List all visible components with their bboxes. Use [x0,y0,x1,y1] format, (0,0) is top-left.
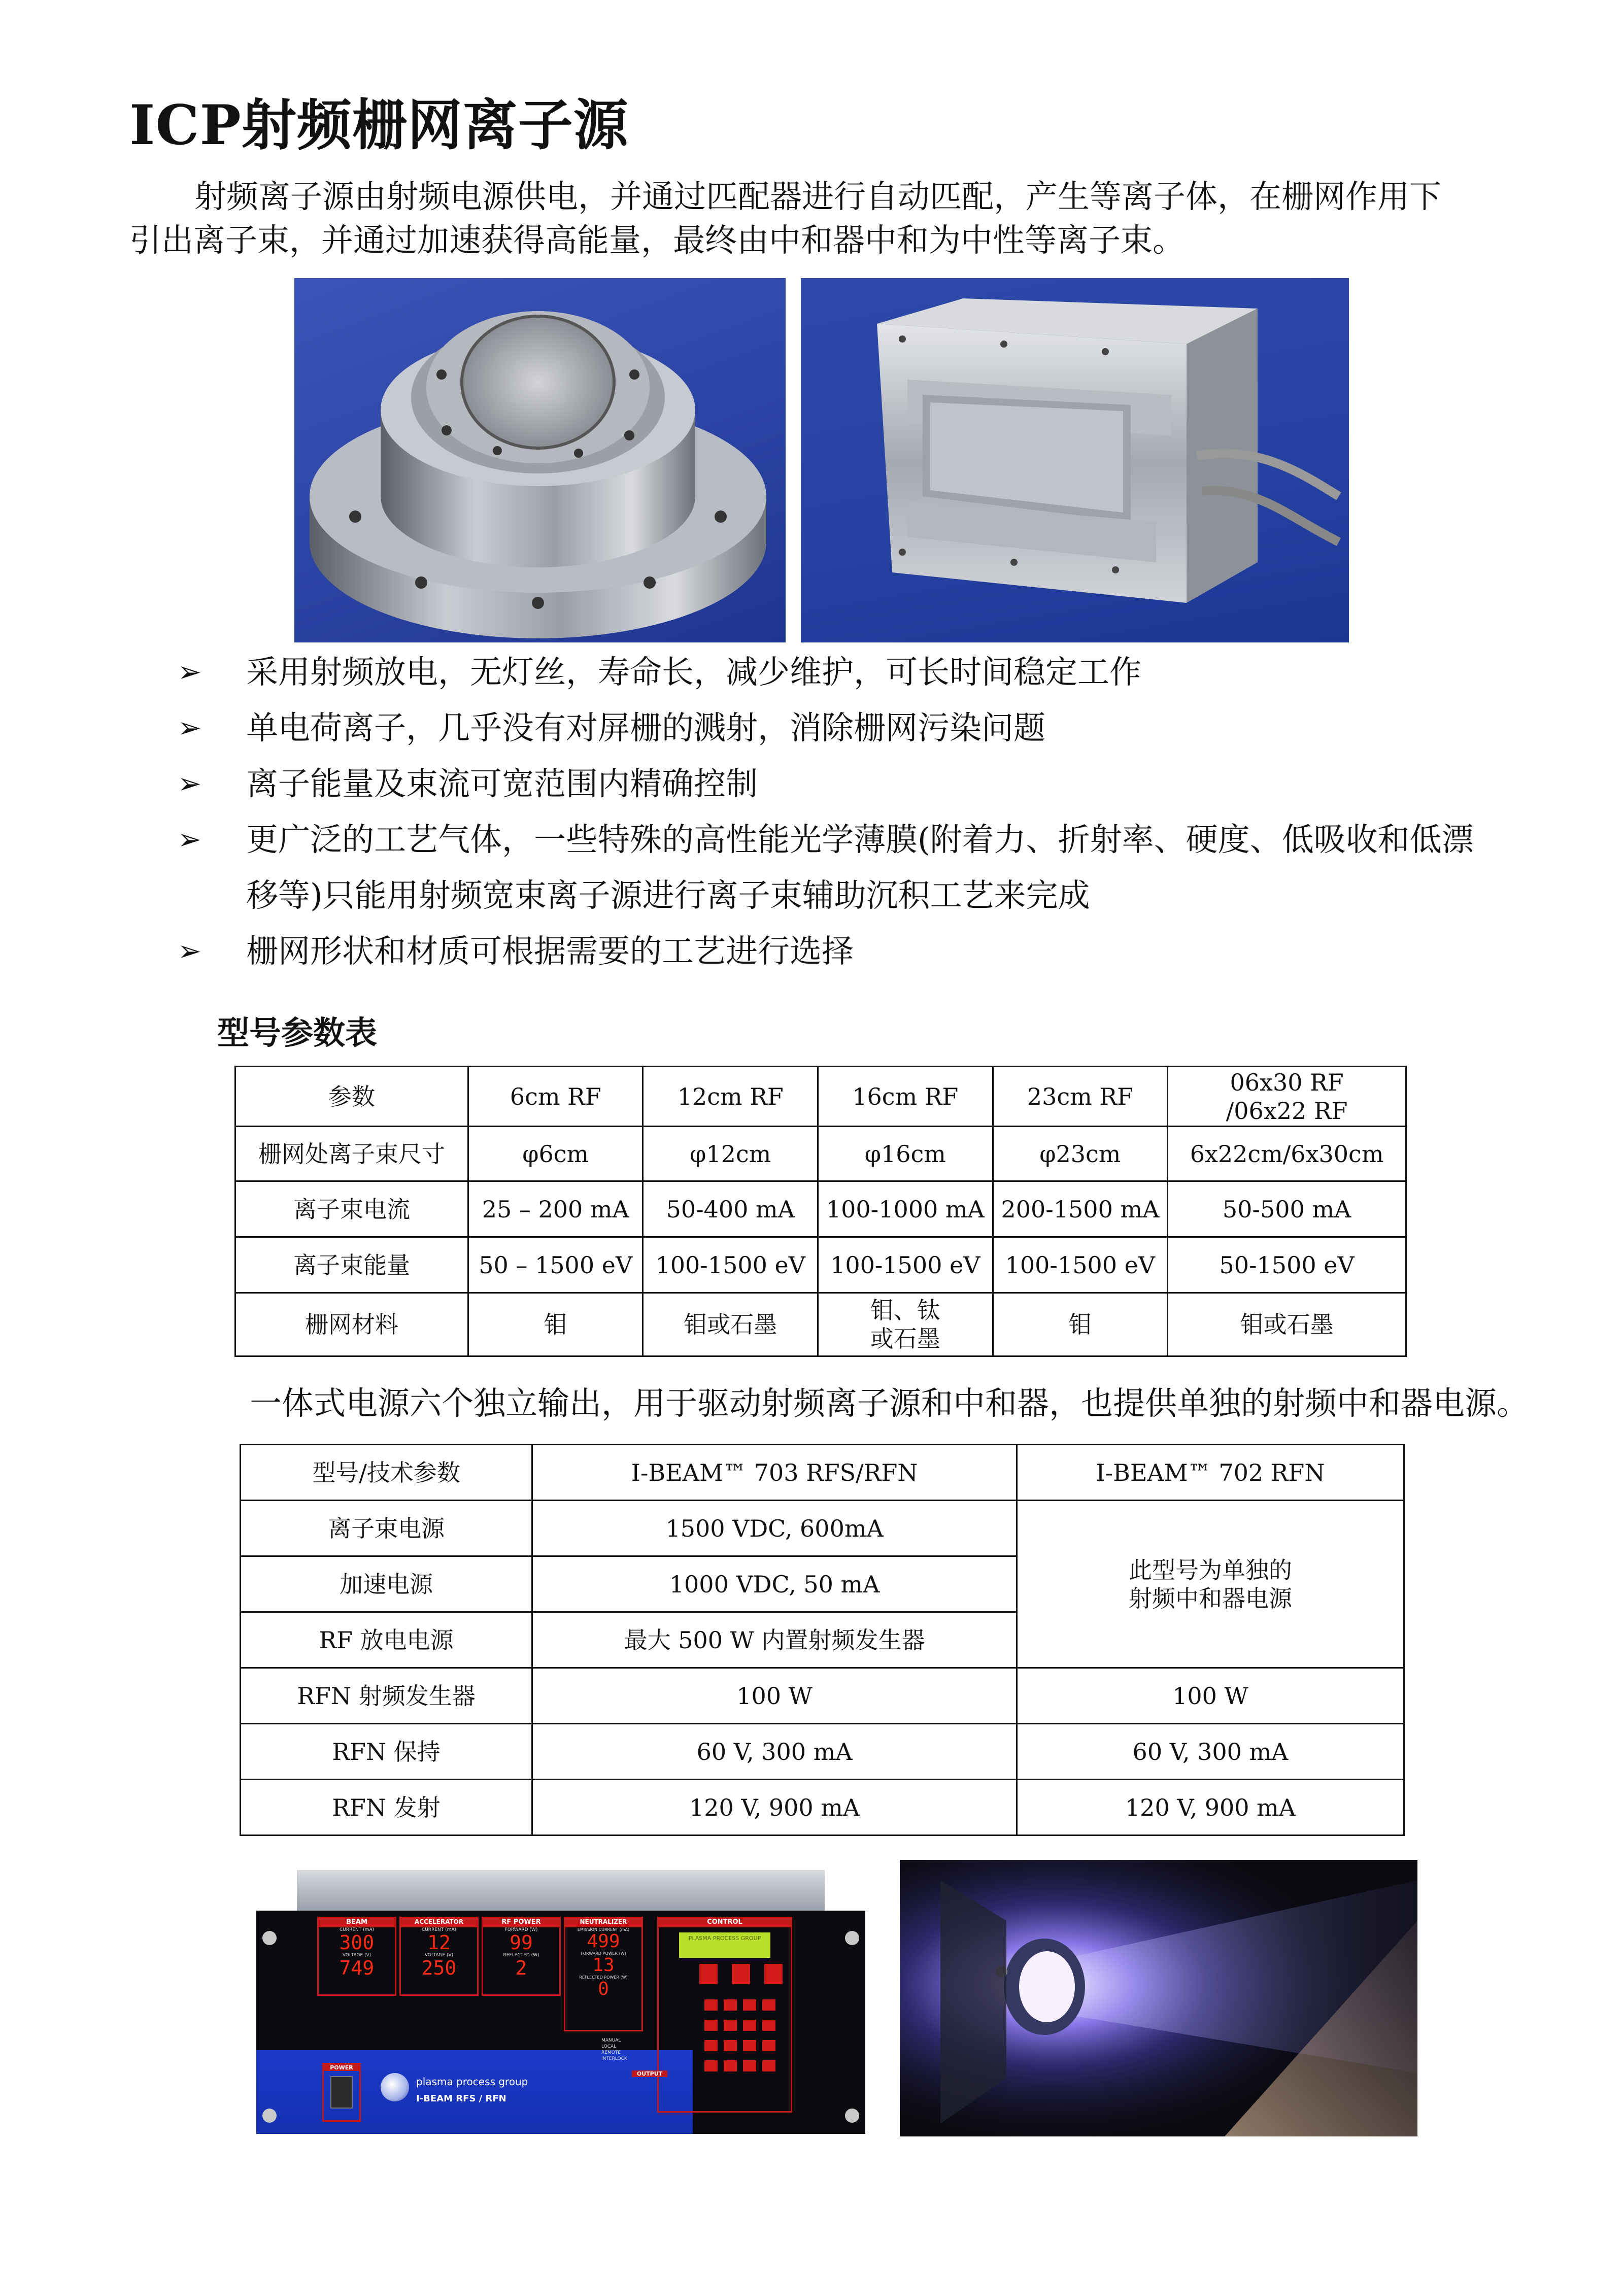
cell-line: /06x22 RF [1226,1097,1348,1125]
table-cell: 120 V, 900 mA [1017,1780,1404,1836]
power-supply-table [240,1444,1405,1836]
lcd-display: PLASMA PROCESS GROUP [679,1932,770,1958]
emission-readout: 499 [587,1931,620,1952]
mount-hole-icon [845,2109,859,2123]
table-cell: 60 V, 300 mA [532,1724,1017,1780]
model-parameter-table [234,1066,1407,1357]
mount-hole-icon [845,1931,859,1945]
list-item [178,812,1548,868]
brand-text: plasma process group [416,2076,528,2088]
arrow-bullet-icon: ➢ [178,711,201,744]
table-cell: 栅网处离子束尺寸 [235,1127,468,1181]
neutralizer-section [564,1917,643,2031]
rf-reflected-readout: 2 [515,1957,527,1979]
intro-line-1: 射频离子源由射频电源供电，并通过匹配器进行自动匹配，产生等离子体，在栅网作用下 [194,178,1441,215]
section-label: CONTROL [659,1918,791,1927]
sub-label: CURRENT (mA) [421,1927,457,1932]
table-cell: 100-1000 mA [818,1181,993,1237]
table-cell: 100-1500 eV [993,1237,1168,1293]
page-title: ICP射频栅网离子源 [129,93,629,157]
table-cell: 1000 VDC, 50 mA [532,1556,1017,1612]
table-cell: 100-1500 eV [643,1237,818,1293]
control-section [657,1917,792,2113]
beam-current-readout: 300 [339,1931,375,1954]
sub-label: CURRENT (mA) [339,1927,375,1932]
table-cell: 23cm RF [993,1067,1168,1127]
arrow-bullet-icon: ➢ [178,935,201,968]
table-cell: 离子束能量 [235,1237,468,1293]
table-cell: RFN 射频发生器 [241,1668,532,1724]
table-header-row [241,1445,1404,1501]
linear-ion-source-photo [801,278,1349,642]
mount-hole-icon [262,1931,277,1945]
table-cell: I-BEAM™ 703 RFS/RFN [532,1445,1017,1501]
table-cell: I-BEAM™ 702 RFN [1017,1445,1404,1501]
power-switch-box[interactable] [322,2063,361,2122]
mode-label: MANUAL [601,2038,621,2043]
table-cell: RF 放电电源 [241,1612,532,1668]
section-label: NEUTRALIZER [565,1918,641,1927]
mode-label: INTERLOCK [601,2056,627,2061]
model-text: I-BEAM RFS / RFN [416,2093,506,2104]
table-cell: 50 – 1500 eV [468,1237,642,1293]
table-cell: 钼或石墨 [643,1293,818,1356]
list-item [178,644,1548,700]
list-item-continuation: 移等)只能用射频宽束离子源进行离子束辅助沉积工艺来完成 [246,877,1090,914]
table-row [235,1127,1406,1181]
table-cell: φ6cm [468,1127,642,1181]
accel-voltage-readout: 250 [421,1957,457,1979]
forward-power-readout: 13 [592,1955,615,1976]
table-cell: 钼 [993,1293,1168,1356]
table-cell: 6x22cm/6x30cm [1168,1127,1406,1181]
table-cell: 1500 VDC, 600mA [532,1501,1017,1556]
feature-list [178,644,1548,979]
table-cell: 50-400 mA [643,1181,818,1237]
table-cell: 50-500 mA [1168,1181,1406,1237]
mode-label: REMOTE [601,2050,621,2055]
keypad[interactable] [699,1964,786,2101]
table-cell: 离子束电流 [235,1181,468,1237]
table-cell: 钼或石墨 [1168,1293,1406,1356]
sub-label: REFLECTED (W) [503,1953,539,1958]
table-cell: RFN 发射 [241,1780,532,1836]
reflected-power-readout: 0 [598,1979,609,1999]
sub-label: FORWARD POWER (W) [581,1951,626,1956]
list-item-text: 单电荷离子，几乎没有对屏栅的溅射，消除栅网污染问题 [246,709,1045,746]
table-cell: 100-1500 eV [818,1237,993,1293]
table-cell: 100 W [532,1668,1017,1724]
table-cell: 6cm RF [468,1067,642,1127]
sub-label: EMISSION CURRENT (mA) [577,1927,630,1932]
arrow-bullet-icon: ➢ [178,656,201,689]
table-row [241,1668,1404,1724]
table-row [241,1780,1404,1836]
arrow-bullet-icon: ➢ [178,767,201,800]
list-item-text: 离子能量及束流可宽范围内精确控制 [246,765,758,802]
table-cell: 25 – 200 mA [468,1181,642,1237]
power-supply-caption: 一体式电源六个独立输出，用于驱动射频离子源和中和器，也提供单独的射频中和器电源。 [250,1385,1529,1422]
intro-line-2: 引出离子束，并通过加速获得高能量，最终由中和器中和为中性等离子束。 [129,222,1185,259]
table-cell: 钼 [468,1293,642,1356]
list-item-text: 采用射频放电，无灯丝，寿命长，减少维护，可长时间稳定工作 [246,654,1141,691]
list-item [178,756,1548,812]
table-cell: 120 V, 900 mA [532,1780,1017,1836]
rf-forward-readout: 99 [510,1931,533,1954]
sub-label: FORWARD (W) [504,1927,538,1932]
table-cell: RFN 保持 [241,1724,532,1780]
accel-current-readout: 12 [427,1931,451,1954]
table-row [241,1724,1404,1780]
table-cell: 最大 500 W 内置射频发生器 [532,1612,1017,1668]
table-cell: 离子束电源 [241,1501,532,1556]
table-cell [818,1293,993,1356]
beam-section [317,1917,396,1996]
beam-voltage-readout: 749 [339,1957,375,1979]
table-row [235,1181,1406,1237]
list-item [178,700,1548,756]
cell-line: 钼、钛 [870,1297,940,1324]
section-label: RF POWER [483,1918,559,1927]
table-cell: 50-1500 eV [1168,1237,1406,1293]
table-cell-merged [1017,1501,1404,1668]
table-cell: 12cm RF [643,1067,818,1127]
table-cell: 60 V, 300 mA [1017,1724,1404,1780]
round-ion-source-photo [294,278,786,642]
sub-label: VOLTAGE (V) [424,1953,454,1958]
list-item [178,924,1548,979]
plasma-beam-photo [900,1860,1417,2136]
arrow-bullet-icon: ➢ [178,823,201,856]
table-cell: 200-1500 mA [993,1181,1168,1237]
table-row [235,1293,1406,1356]
power-switch-icon[interactable] [330,2076,353,2109]
mount-hole-icon [262,2109,277,2123]
cell-line: 或石墨 [870,1325,940,1352]
model-table-title: 型号参数表 [217,1014,377,1051]
table-row [241,1501,1404,1556]
table-cell: 参数 [235,1067,468,1127]
power-label: POWER [324,2064,359,2071]
list-item-text: 栅网形状和材质可根据需要的工艺进行选择 [246,933,854,970]
mode-indicators [601,2037,627,2062]
table-cell: 100 W [1017,1668,1404,1724]
sub-label: REFLECTED POWER (W) [579,1975,628,1980]
table-cell: 型号/技术参数 [241,1445,532,1501]
power-supply-photo [256,1870,865,2134]
cell-line: 射频中和器电源 [1128,1584,1292,1612]
table-cell: φ23cm [993,1127,1168,1181]
table-cell: 栅网材料 [235,1293,468,1356]
output-label: OUTPUT [632,2070,667,2077]
accelerator-section [399,1917,479,1996]
intro-paragraph [129,175,1500,262]
rf-power-section [482,1917,561,1996]
table-cell: φ16cm [818,1127,993,1181]
table-cell [1168,1067,1406,1127]
table-row [235,1237,1406,1293]
mode-label: LOCAL [601,2044,617,2049]
section-label: BEAM [319,1918,395,1927]
table-cell: 16cm RF [818,1067,993,1127]
section-label: ACCELERATOR [401,1918,477,1927]
table-cell: 加速电源 [241,1556,532,1612]
sub-label: VOLTAGE (V) [342,1953,371,1958]
cell-line: 06x30 RF [1230,1068,1344,1096]
logo-icon [381,2073,409,2101]
list-item-text: 更广泛的工艺气体，一些特殊的高性能光学薄膜(附着力、折射率、硬度、低吸收和低漂 [246,821,1474,858]
table-cell: φ12cm [643,1127,818,1181]
cell-line: 此型号为单独的 [1128,1556,1292,1584]
table-header-row [235,1067,1406,1127]
